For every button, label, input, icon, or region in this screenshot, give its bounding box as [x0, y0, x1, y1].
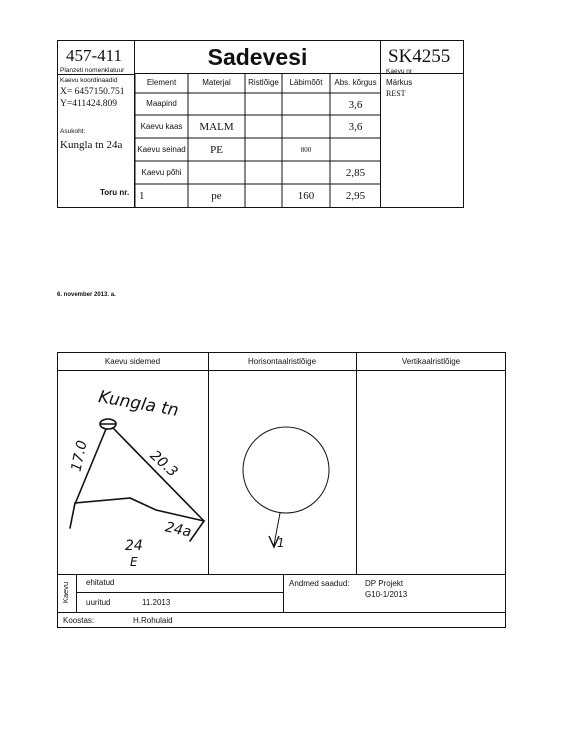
well-circle	[243, 427, 329, 513]
surveyed-value: 11.2013	[142, 598, 171, 607]
plan-divider	[57, 74, 135, 75]
row-abs-height: 2,85	[345, 167, 366, 179]
row-diameter: 800	[300, 146, 312, 154]
sketch-label-right-distance: 20.3	[146, 447, 181, 481]
sketch-label-building-b-mark: E	[130, 555, 138, 569]
remarks: REST	[386, 89, 406, 98]
row-element: Kaevu kaas	[140, 122, 183, 131]
plan-number: 457-411	[66, 46, 123, 65]
document-title: Sadevesi	[207, 44, 308, 70]
well-number: SK4255	[388, 46, 451, 67]
document-date: 6. november 2013. a.	[57, 292, 116, 298]
col-header-material: Materjal	[202, 78, 231, 87]
built-label: ehitatud	[86, 578, 115, 587]
pipe-diameter: 160	[297, 190, 315, 202]
pipe-label: Toru nr.	[100, 188, 130, 197]
row-material: MALM	[199, 121, 234, 133]
compiled-by-label: Koostas:	[63, 616, 95, 625]
pipe-material: pe	[211, 190, 222, 202]
col-header-diameter: Läbimõõt	[289, 78, 323, 87]
footer-mid-divider	[283, 574, 284, 612]
data-source-value: DP Projekt	[365, 579, 404, 588]
plan-number-label: Planzeti nomenklatuur	[60, 67, 125, 74]
data-source-reference: G10-1/2013	[365, 590, 408, 599]
location: Kungla tn 24a	[60, 139, 123, 151]
footer-side-label: Kaevu	[61, 581, 71, 604]
table-grid	[135, 73, 381, 208]
measure-line-right	[113, 428, 204, 521]
sketch-label-street: Kungla tn	[96, 387, 181, 421]
well-number-label: Kaevu nr	[386, 68, 413, 75]
row-material: PE	[210, 144, 223, 156]
pipe-number: 1	[139, 190, 145, 202]
col-header-cross-section: Ristlõige	[248, 78, 279, 87]
footer-row-divider	[76, 592, 283, 593]
panel-divider-2	[356, 352, 357, 574]
col-header-abs-height: Abs. kõrgus	[334, 78, 377, 87]
row-element: Maapind	[146, 99, 177, 108]
panel-title-vertical-section: Vertikaalristlõige	[401, 357, 461, 366]
row-abs-height: 3,6	[348, 99, 363, 111]
sketch-label-building-a: 24a	[163, 519, 193, 541]
pipe-mark: 1	[277, 536, 285, 550]
y-coordinate: Y=411424.809	[60, 99, 117, 109]
location-label: Asukoht:	[60, 128, 86, 135]
sketch-label-left-distance: 17.0	[68, 439, 91, 473]
compiled-by-value: H.Rohulaid	[133, 616, 173, 625]
col-header-element: Element	[146, 78, 177, 87]
panel-title-horizontal-section: Horisontaalristlõige	[247, 357, 317, 366]
x-coordinate: X= 6457150.751	[60, 87, 125, 97]
pipe-abs-height: 2,95	[345, 190, 366, 202]
row-element: Kaevu seinad	[137, 145, 186, 154]
sketch-label-building-b: 24	[125, 538, 143, 554]
data-source-label: Andmed saadud:	[289, 579, 350, 588]
element-table	[135, 73, 381, 208]
row-abs-height: 3,6	[348, 121, 363, 133]
row-element: Kaevu põhi	[141, 168, 182, 177]
coords-label: Kaevu koordinaadid	[60, 77, 118, 84]
panel-title-connections: Kaevu sidemed	[104, 357, 161, 366]
footer-top-divider	[57, 574, 506, 575]
remarks-label: Märkus	[386, 78, 413, 87]
footer-side-divider	[76, 574, 77, 612]
footer-bottom-divider	[57, 612, 506, 613]
surveyed-label: uuritud	[86, 598, 111, 607]
